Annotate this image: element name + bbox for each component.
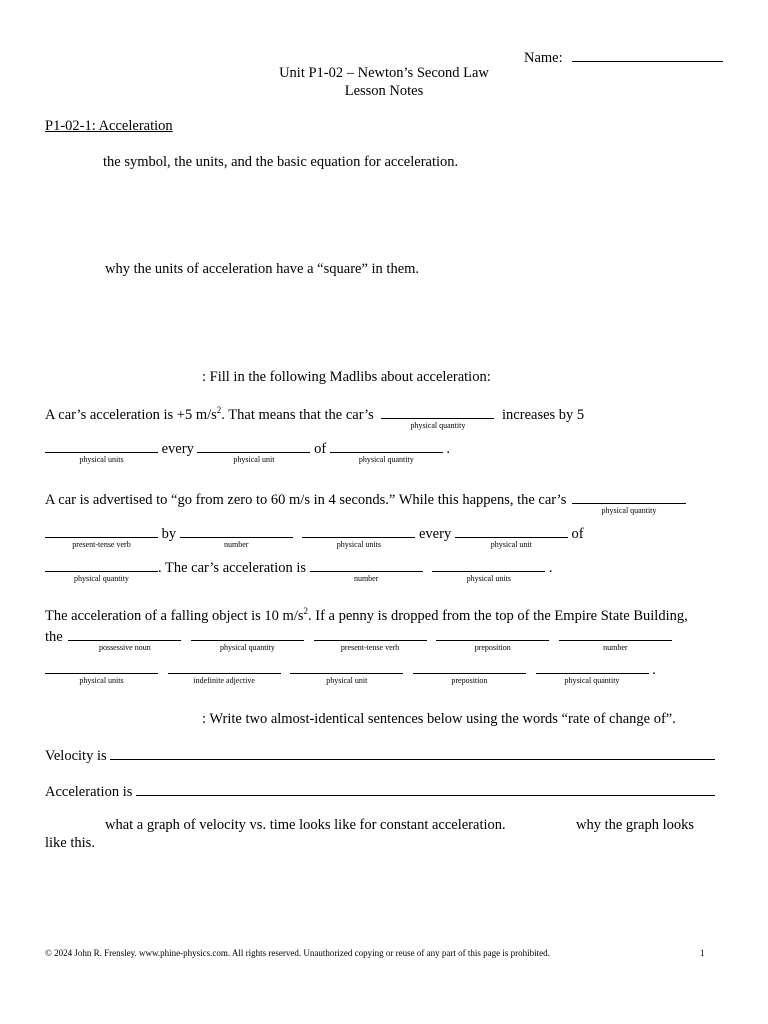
name-blank[interactable] — [572, 47, 723, 62]
madlib3-line3 — [45, 659, 656, 685]
velocity-label: Velocity is — [45, 748, 107, 764]
word-of: of — [314, 441, 327, 457]
madlib-blank[interactable] — [381, 404, 494, 430]
blank-caption: physical quantity — [220, 643, 275, 652]
blank-caption: physical unit — [326, 676, 368, 685]
madlib1-line2 — [45, 438, 451, 464]
madlib2-line1 — [45, 489, 686, 515]
blank-caption: physical units — [79, 676, 124, 685]
blank-caption: preposition — [451, 676, 488, 685]
word-by: by — [161, 526, 177, 542]
madlib3-line1 — [45, 607, 688, 625]
velocity-answer-blank[interactable] — [110, 745, 715, 760]
graph-prompt-end: like this. — [45, 835, 95, 851]
madlibs-intro: : Fill in the following Madlibs about acceleration: — [202, 369, 491, 385]
madlib-blank[interactable] — [432, 557, 545, 583]
madlib-blank[interactable] — [197, 438, 310, 464]
graph-prompt: what a graph of velocity vs. time looks like for constant acceleration. — [105, 817, 506, 833]
madlib-blank[interactable] — [180, 523, 293, 549]
madlib-blank[interactable] — [168, 659, 281, 685]
word-of: of — [571, 526, 584, 542]
blank-caption: indefinite adjective — [193, 676, 255, 685]
velocity-line — [45, 745, 720, 765]
squared-superscript: 2 — [303, 606, 308, 617]
name-field[interactable] — [524, 47, 723, 67]
copyright-footer: © 2024 John R. Frensley. www.phine-physics.com. All rights reserved. Unauthorized copying or reuse of any part of this page is prohibited. — [45, 948, 550, 958]
rate-intro: : Write two almost-identical sentences below using the words “rate of change of”. — [202, 711, 676, 727]
madlib-blank[interactable] — [290, 659, 403, 685]
madlib-blank[interactable] — [314, 626, 427, 652]
page-title: Unit P1-02 – Newton’s Second Law — [279, 65, 489, 81]
madlib-blank[interactable] — [572, 489, 686, 515]
word-the: the — [45, 629, 63, 645]
blank-caption: physical quantity — [74, 574, 129, 583]
madlib3-text: The acceleration of a falling object is 10 m/s — [45, 608, 304, 624]
word-every: every — [419, 526, 452, 542]
period: . — [446, 441, 451, 457]
blank-caption: present-tense verb — [72, 540, 131, 549]
madlib3-line2 — [45, 626, 672, 652]
madlib-blank[interactable] — [310, 557, 423, 583]
blank-caption: preposition — [474, 643, 511, 652]
blank-caption: physical units — [336, 540, 381, 549]
madlib3-text: . If a penny is dropped from the top of the Empire State Building, — [308, 608, 688, 624]
acceleration-label: Acceleration is — [45, 784, 133, 800]
madlib-blank[interactable] — [45, 438, 158, 464]
blank-caption: number — [603, 643, 628, 652]
blank-caption: number — [353, 574, 379, 583]
page-number: 1 — [700, 948, 705, 958]
madlib2-line2 — [45, 523, 584, 549]
madlib-blank[interactable] — [45, 523, 158, 549]
madlib-blank[interactable] — [45, 659, 158, 685]
blank-caption: physical quantity — [358, 455, 414, 464]
name-label: Name: — [524, 50, 563, 66]
madlib-blank[interactable] — [302, 523, 415, 549]
madlib-blank[interactable] — [413, 659, 526, 685]
acceleration-line — [45, 781, 720, 801]
madlib2-line3 — [45, 557, 553, 583]
period: . — [652, 662, 656, 678]
graph-prompt-why: why the graph looks — [576, 817, 694, 833]
madlib1-text: increases by 5 — [502, 407, 585, 423]
madlib-blank[interactable] — [191, 626, 304, 652]
blank-caption: physical unit — [490, 540, 532, 549]
squared-superscript: 2 — [216, 405, 222, 416]
blank-caption: physical units — [466, 574, 511, 583]
blank-caption: number — [224, 540, 249, 549]
madlib1-text: A car’s acceleration is +5 m/s — [45, 407, 217, 423]
madlib-blank[interactable] — [536, 659, 649, 685]
madlib-blank[interactable] — [330, 438, 443, 464]
madlib-blank[interactable] — [455, 523, 568, 549]
madlib-blank[interactable] — [436, 626, 549, 652]
madlib1-text: . That means that the car’s — [221, 407, 374, 423]
period: . — [548, 560, 553, 576]
madlib-blank[interactable] — [68, 626, 181, 652]
blank-caption: physical quantity — [601, 506, 657, 515]
blank-caption: physical units — [79, 455, 124, 464]
page-subtitle: Lesson Notes — [344, 83, 424, 99]
blank-caption: present-tense verb — [340, 643, 400, 652]
madlib1-line1 — [45, 404, 585, 430]
madlib-blank[interactable] — [559, 626, 672, 652]
blank-caption: physical quantity — [410, 421, 466, 430]
prompt-units-square: why the units of acceleration have a “square” in them. — [105, 261, 420, 277]
blank-caption: physical unit — [233, 455, 275, 464]
section-heading: P1-02-1: Acceleration — [45, 118, 173, 134]
madlib2-text: . The car’s acceleration is — [158, 560, 307, 576]
blank-caption: possessive noun — [98, 643, 151, 652]
madlib2-text: A car is advertised to “go from zero to 60 m/s in 4 seconds.” While this happens, the car’s — [45, 492, 567, 508]
prompt-symbol-units: the symbol, the units, and the basic equation for acceleration. — [103, 154, 459, 170]
word-every: every — [161, 441, 194, 457]
blank-caption: physical quantity — [564, 676, 620, 685]
acceleration-answer-blank[interactable] — [136, 781, 715, 796]
madlib-blank[interactable] — [45, 557, 158, 583]
